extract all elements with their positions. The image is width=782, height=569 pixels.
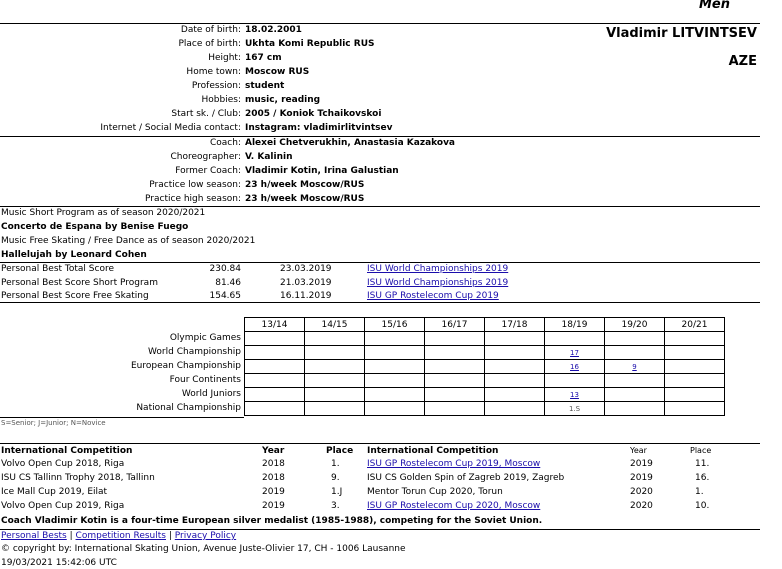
intl-left-cell: 1.: [331, 459, 340, 469]
results-header-row: [245, 318, 725, 332]
bio-label: Start sk. / Club:: [171, 109, 241, 119]
pb-event-link[interactable]: ISU World Championships 2019: [367, 277, 509, 288]
result-cell: [425, 388, 485, 402]
season-header: 17/18: [485, 318, 545, 332]
intl-left-cell: 9.: [331, 473, 340, 483]
bio-value: 18.02.2001: [245, 25, 302, 35]
bio-value: Moscow RUS: [245, 67, 310, 77]
intl-left-cell: ISU CS Tallinn Trophy 2018, Tallinn: [1, 473, 155, 483]
result-cell: [365, 346, 425, 360]
coaching-label: Practice low season:: [149, 180, 241, 190]
result-cell: [305, 402, 365, 416]
bio-label: Home town:: [186, 67, 241, 77]
note-divider: [0, 529, 760, 530]
competition-results-link[interactable]: Competition Results: [75, 531, 166, 541]
bio-divider: [0, 136, 760, 137]
coaching-value: 23 h/week Moscow/RUS: [245, 180, 365, 190]
coach-note: Coach Vladimir Kotin is a four-time European silver medalist (1985-1988), competing for the Soviet Union.: [1, 516, 543, 526]
intl-left-header: Place: [326, 446, 354, 456]
coaching-label: Coach:: [210, 138, 241, 148]
pb-date: 23.03.2019: [280, 264, 332, 274]
result-cell: [665, 402, 725, 416]
intl-right-cell: 2020: [630, 501, 653, 511]
results-row-label: National Championship: [136, 403, 241, 413]
intl-left-cell: 1.J: [331, 487, 343, 497]
result-cell: [425, 346, 485, 360]
season-header: 19/20: [605, 318, 665, 332]
result-cell: [245, 332, 305, 346]
footer-separator: |: [69, 531, 73, 541]
intl-left-cell: Volvo Open Cup 2018, Riga: [1, 459, 125, 469]
athlete-nation: AZE: [728, 54, 757, 69]
season-header: 18/19: [545, 318, 605, 332]
result-cell: [245, 388, 305, 402]
result-cell: [485, 374, 545, 388]
music-sp-label: Music Short Program as of season 2020/2021: [1, 208, 206, 218]
result-cell: [665, 374, 725, 388]
intl-right-cell: 2020: [630, 487, 653, 497]
season-header: 15/16: [365, 318, 425, 332]
intl-divider: [0, 443, 760, 444]
music-sp-value: Concerto de Espana by Benise Fuego: [1, 222, 189, 232]
coaching-value: Vladimir Kotin, Irina Galustian: [245, 166, 399, 176]
results-row-label: Olympic Games: [169, 333, 241, 343]
music-divider: [0, 262, 760, 263]
result-cell: [605, 346, 665, 360]
pb-label: Personal Best Score Short Program: [1, 277, 158, 288]
intl-right-link[interactable]: ISU GP Rostelecom Cup 2020, Moscow: [367, 501, 541, 511]
bio-value: student: [245, 81, 285, 91]
result-cell: [605, 388, 665, 402]
result-cell: [605, 360, 665, 374]
footer-separator: |: [168, 531, 172, 541]
intl-right-cell: ISU CS Golden Spin of Zagreb 2019, Zagreb: [367, 473, 565, 483]
results-row: [245, 374, 725, 388]
pb-event-link[interactable]: ISU World Championships 2019: [367, 264, 509, 274]
pb-label: Personal Best Total Score: [1, 264, 114, 274]
result-cell: [605, 402, 665, 416]
bio-label: Internet / Social Media contact:: [100, 123, 241, 133]
coaching-value: 23 h/week Moscow/RUS: [245, 194, 365, 204]
result-cell: [365, 402, 425, 416]
results-table: [244, 317, 725, 416]
result-cell: [305, 388, 365, 402]
result-cell: [665, 332, 725, 346]
intl-right-cell: 11.: [695, 459, 710, 469]
intl-left-cell: 2018: [262, 473, 285, 483]
season-header: 20/21: [665, 318, 725, 332]
intl-right-header: Year: [630, 446, 647, 455]
intl-right-header: International Competition: [367, 446, 499, 456]
intl-left-cell: 2019: [262, 487, 285, 497]
pb-score: 81.46: [215, 277, 241, 288]
bio-value: music, reading: [245, 95, 321, 105]
coaching-divider: [0, 206, 760, 207]
coaching-value: Alexei Chetverukhin, Anastasia Kazakova: [245, 138, 456, 148]
timestamp: 19/03/2021 15:42:06 UTC: [1, 558, 117, 568]
results-row-divider: [0, 417, 244, 418]
season-header: 14/15: [305, 318, 365, 332]
pb-divider: [0, 302, 760, 303]
result-cell: [485, 388, 545, 402]
intl-right-cell: 10.: [695, 501, 710, 511]
season-header: 13/14: [245, 318, 305, 332]
results-row: [245, 346, 725, 360]
pb-score: 154.65: [209, 291, 241, 301]
results-legend: S=Senior; J=Junior; N=Novice: [1, 419, 106, 427]
result-cell: [305, 374, 365, 388]
result-cell: [605, 374, 665, 388]
result-cell: [665, 388, 725, 402]
music-fs-label: Music Free Skating / Free Dance as of season 2020/2021: [1, 236, 256, 246]
result-cell: [245, 402, 305, 416]
results-row-label: Four Continents: [169, 375, 241, 385]
result-cell: [545, 332, 605, 346]
pb-event-link[interactable]: ISU GP Rostelecom Cup 2019: [367, 291, 499, 301]
result-cell: [365, 332, 425, 346]
result-cell: [245, 360, 305, 374]
category-label: Men: [699, 0, 731, 12]
copyright: © copyright by: International Skating Union, Avenue Juste-Olivier 17, CH - 1006 Lausanne: [1, 544, 406, 554]
bio-value: Instagram: vladimirlitvintsev: [245, 123, 393, 133]
results-row: [245, 332, 725, 346]
result-link[interactable]: 9: [632, 362, 637, 371]
result-link[interactable]: 13: [570, 390, 579, 399]
results-row: [245, 360, 725, 374]
result-cell: [425, 374, 485, 388]
result-cell: [365, 388, 425, 402]
intl-left-header: Year: [262, 446, 285, 456]
coaching-label: Practice high season:: [145, 194, 241, 204]
personal-bests-link[interactable]: Personal Bests: [1, 531, 67, 541]
results-row-label: World Championship: [148, 347, 241, 357]
results-row-label: World Juniors: [181, 389, 241, 399]
bio-label: Profession:: [191, 81, 241, 91]
result-cell: [545, 374, 605, 388]
intl-left-header: International Competition: [1, 446, 133, 456]
result-cell: [545, 388, 605, 402]
coaching-label: Choreographer:: [170, 152, 241, 162]
result-cell: [245, 346, 305, 360]
result-cell: [665, 346, 725, 360]
bio-label: Height:: [208, 53, 241, 63]
privacy-policy-link[interactable]: Privacy Policy: [174, 531, 237, 541]
intl-right-header: Place: [690, 446, 712, 455]
pb-label: Personal Best Score Free Skating: [1, 291, 149, 301]
result-cell: [425, 332, 485, 346]
result-link[interactable]: 16: [570, 362, 579, 371]
result-cell: [545, 346, 605, 360]
result-cell: [305, 332, 365, 346]
result-cell: [485, 332, 545, 346]
result-cell: [485, 360, 545, 374]
intl-left-cell: 2018: [262, 459, 285, 469]
intl-right-cell: Mentor Torun Cup 2020, Torun: [367, 487, 503, 497]
bio-label: Place of birth:: [178, 39, 241, 49]
result-cell: [485, 402, 545, 416]
result-cell: [485, 346, 545, 360]
result-value: 1.S: [568, 404, 581, 413]
bio-value: Ukhta Komi Republic RUS: [245, 39, 375, 49]
results-row: [245, 402, 725, 416]
bio-value: 167 cm: [245, 53, 282, 63]
music-fs-value: Hallelujah by Leonard Cohen: [1, 250, 147, 260]
intl-left-cell: 3.: [331, 501, 340, 511]
result-cell: [545, 360, 605, 374]
intl-right-link[interactable]: ISU GP Rostelecom Cup 2019, Moscow: [367, 459, 541, 469]
result-cell: [605, 332, 665, 346]
intl-right-cell: 1.: [695, 487, 704, 497]
footer-links: [1, 531, 236, 541]
result-cell: [305, 360, 365, 374]
result-cell: [305, 346, 365, 360]
result-cell: [245, 374, 305, 388]
result-cell: [425, 402, 485, 416]
intl-left-cell: Volvo Open Cup 2019, Riga: [1, 501, 125, 511]
top-divider: [0, 23, 760, 24]
intl-right-cell: 2019: [630, 459, 653, 469]
pb-date: 16.11.2019: [280, 291, 332, 301]
result-cell: [665, 360, 725, 374]
result-cell: [365, 360, 425, 374]
intl-right-cell: 16.: [695, 473, 710, 483]
bio-value: 2005 / Koniok Tchaikovskoi: [245, 109, 382, 119]
coaching-label: Former Coach:: [175, 166, 241, 176]
results-row-label: European Championship: [130, 361, 241, 371]
bio-label: Hobbies:: [201, 95, 241, 105]
intl-left-cell: 2019: [262, 501, 285, 511]
result-cell: [545, 402, 605, 416]
intl-left-cell: Ice Mall Cup 2019, Eilat: [1, 487, 108, 497]
bio-label: Date of birth:: [180, 25, 241, 35]
intl-right-cell: 2019: [630, 473, 653, 483]
athlete-name: Vladimir LITVINTSEV: [606, 26, 757, 41]
coaching-value: V. Kalinin: [245, 152, 293, 162]
season-header: 16/17: [425, 318, 485, 332]
results-row: [245, 388, 725, 402]
pb-score: 230.84: [209, 264, 241, 274]
result-cell: [425, 360, 485, 374]
result-link[interactable]: 17: [570, 348, 579, 357]
result-cell: [365, 374, 425, 388]
pb-date: 21.03.2019: [280, 277, 332, 288]
